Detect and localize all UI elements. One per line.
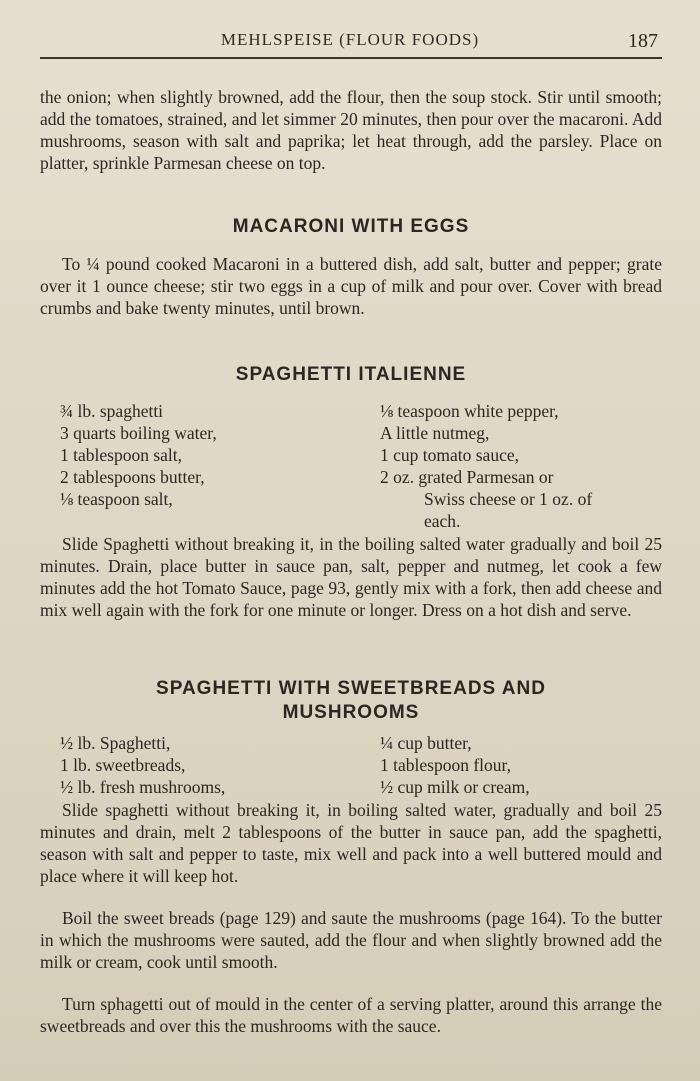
ingredients-right-column — [380, 400, 680, 532]
page-number: 187 — [628, 30, 658, 52]
ingredients-left-column — [60, 400, 370, 510]
ingredient-item: each. — [424, 511, 461, 531]
ingredient-item: ½ lb. Spaghetti, — [60, 733, 171, 753]
ingredient-item: 2 tablespoons butter, — [60, 467, 205, 487]
ingredient-item: ¼ cup butter, — [380, 733, 472, 753]
ingredient-item: A little nutmeg, — [380, 423, 490, 443]
ingredient-item: ½ cup milk or cream, — [380, 777, 530, 797]
recipe-body-spaghetti-italienne: Slide Spaghetti without breaking it, in the boiling salted water gradually and boil 25 minutes. Drain, place butter in sauce pan, salt, pepper and nutmeg, let cook a few minutes add the hot Tomato Sauce, page 93, gently mix with a fork, then add cheese and mix well again with the fork for one minute or longer. Dress on a hot dish and serve. — [40, 534, 662, 620]
ingredient-item: Swiss cheese or 1 oz. of — [424, 489, 593, 509]
ingredient-item: 1 lb. sweetbreads, — [60, 755, 186, 775]
ingredients-spaghetti-with-sweetbreads — [60, 732, 660, 800]
ingredients-spaghetti-italienne — [60, 400, 660, 536]
ingredient-item: ½ lb. fresh mushrooms, — [60, 777, 226, 797]
ingredient-item: 3 quarts boiling water, — [60, 423, 217, 443]
recipe-title-spaghetti-italienne: SPAGHETTI ITALIENNE — [235, 364, 467, 385]
intro-paragraph: the onion; when slightly browned, add the flour, then the soup stock. Stir until smooth; add the tomatoes, strained, and let simmer 20 minutes, then pour over the macaroni. Add mushrooms, season with salt and paprika; let heat through, add the parsley. Place on platter, sprinkle Parmesan cheese on top. — [40, 87, 662, 173]
ingredient-item: 2 oz. grated Parmesan or — [380, 467, 554, 487]
recipe-body-sweetbreads-part2: Boil the sweet breads (page 129) and saute the mushrooms (page 164). To the butter in which the mushrooms were sauted, add the flour and when slightly browned add the milk or cream, cook until smooth. — [40, 908, 662, 972]
ingredient-item: 1 tablespoon flour, — [380, 755, 512, 775]
recipe-body-sweetbreads-part3: Turn sphagetti out of mould in the center of a serving platter, around this arrange the sweetbreads and over this the mushrooms with the sauce. — [40, 994, 662, 1036]
recipe-title-macaroni-with-eggs: MACARONI WITH EGGS — [232, 216, 470, 237]
running-title: MEHLSPEISE (FLOUR FOODS) — [220, 30, 480, 49]
ingredients-right-column — [380, 732, 680, 798]
running-header — [0, 30, 700, 52]
ingredient-item: 1 cup tomato sauce, — [380, 445, 519, 465]
ingredient-item: ¾ lb. spaghetti — [60, 401, 164, 421]
ingredients-left-column — [60, 732, 370, 798]
recipe-body-macaroni-with-eggs: To ¼ pound cooked Macaroni in a buttered dish, add salt, butter and pepper; grate over it 1 ounce cheese; stir two eggs in a cup of milk and pour over. Cover with bread crumbs and bake twenty minutes, until brown. — [40, 254, 662, 318]
recipe-body-sweetbreads-part1: Slide spaghetti without breaking it, in boiling salted water, gradually and boil 25 minutes and drain, melt 2 tablespoons of the butter in sauce pan, add the spaghetti, season with salt and pepper to taste, mix well and pack into a well buttered mould and place where it will keep hot. — [40, 800, 662, 886]
recipe-title-spaghetti-with-sweetbreads-line1: SPAGHETTI WITH SWEETBREADS AND — [156, 678, 546, 699]
header-rule — [40, 57, 662, 59]
ingredient-item: ⅛ teaspoon white pepper, — [380, 401, 559, 421]
recipe-title-spaghetti-with-sweetbreads-line2: MUSHROOMS — [282, 702, 420, 723]
ingredient-item: ⅛ teaspoon salt, — [60, 489, 173, 509]
ingredient-item: 1 tablespoon salt, — [60, 445, 182, 465]
